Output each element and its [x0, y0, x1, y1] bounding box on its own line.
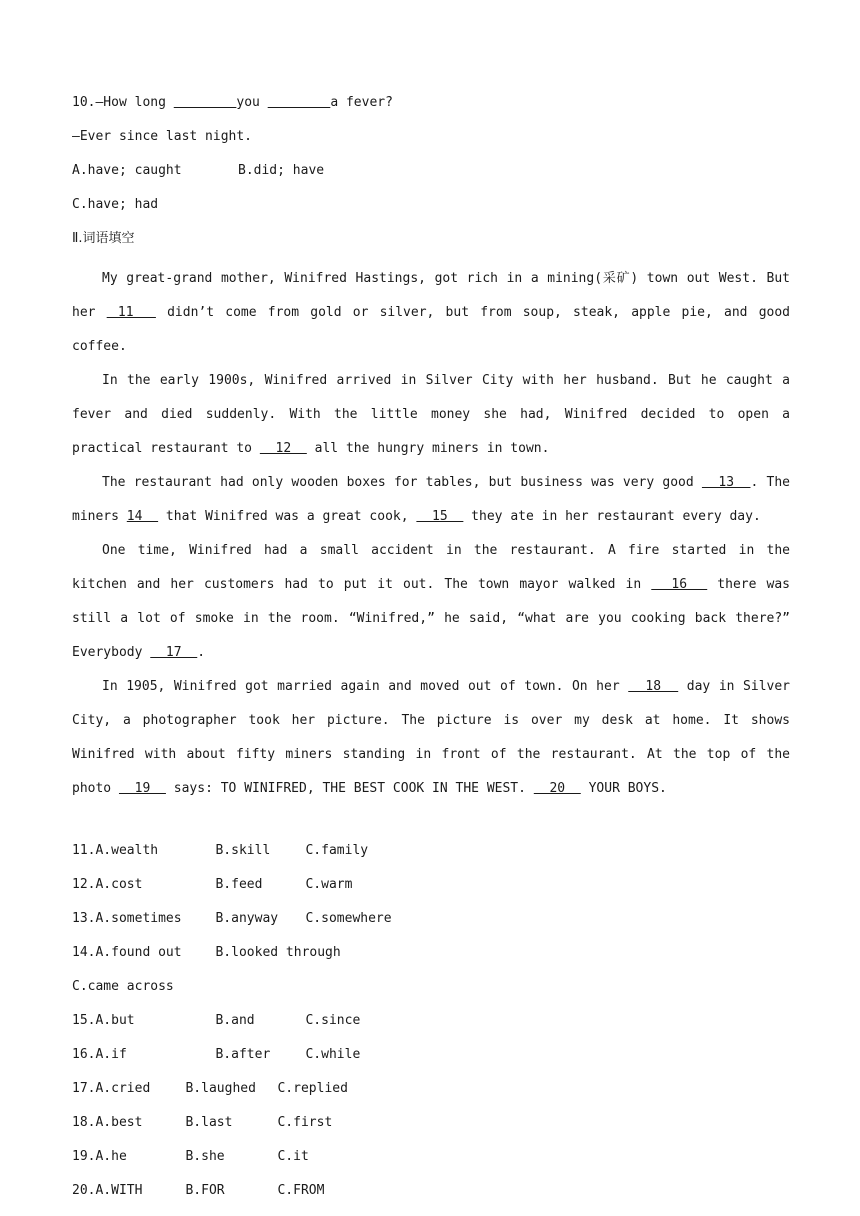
option-number: 12.	[72, 877, 96, 892]
option-row-16	[72, 1044, 790, 1078]
option-b: B.FOR	[185, 1183, 225, 1198]
q10-blank-2	[268, 95, 331, 110]
option-b: B.anyway	[215, 911, 279, 926]
option-b: B.last	[185, 1115, 233, 1130]
q10-question	[72, 92, 790, 126]
passage-text: day in Silver City, a photographer took her picture. The picture is over my desk at home. It shows Winifred with about fifty miners standing in front of the restaurant. At the top of the photo	[72, 679, 791, 796]
passage-text: that Winifred was a great cook,	[158, 509, 417, 524]
option-number: 14.	[72, 945, 96, 960]
q10-text: 10.—How long	[72, 95, 174, 110]
option-b: B.looked through	[215, 945, 341, 960]
option-row-14-c: C.came across	[72, 979, 174, 994]
blank-19: 19	[118, 781, 166, 796]
passage-paragraph-5	[72, 670, 790, 806]
blank-20: 20	[533, 781, 581, 796]
option-c: C.warm	[305, 877, 353, 892]
option-row-20	[72, 1180, 790, 1214]
option-row-14	[72, 942, 790, 976]
option-number: 17.	[72, 1081, 96, 1096]
option-c: C.family	[305, 843, 369, 858]
q10-blank-1	[174, 95, 237, 110]
option-number: 13.	[72, 911, 96, 926]
passage-text: there was still a lot of smoke in the room. “Winifred,” he said, “what are you cooking back there?” Everybody	[72, 577, 790, 660]
passage-text: YOUR BOYS.	[580, 781, 667, 796]
option-number: 19.	[72, 1149, 96, 1164]
option-a: A.cost	[95, 877, 143, 892]
option-b: B.after	[215, 1047, 271, 1062]
option-c: C.it	[277, 1149, 309, 1164]
option-row-17	[72, 1078, 790, 1112]
option-b: B.skill	[215, 843, 271, 858]
blank-16: 16	[651, 577, 708, 592]
document-page	[72, 92, 790, 1214]
blank-12: 12	[259, 441, 307, 456]
option-a: A.best	[95, 1115, 143, 1130]
option-b: B.she	[185, 1149, 225, 1164]
blank-13: 13	[701, 475, 751, 490]
option-a: A.wealth	[95, 843, 159, 858]
option-row-19	[72, 1146, 790, 1180]
spacer	[72, 806, 790, 840]
option-b: B.laughed	[185, 1081, 256, 1096]
option-b: B.feed	[215, 877, 263, 892]
option-row-18	[72, 1112, 790, 1146]
option-a: A.cried	[95, 1081, 151, 1096]
blank-18: 18	[628, 679, 679, 694]
option-c: C.FROM	[277, 1183, 325, 1198]
passage-text: says: TO WINIFRED, THE BEST COOK IN THE WEST.	[165, 781, 534, 796]
option-c: C.while	[305, 1047, 361, 1062]
passage-text: In 1905, Winifred got married again and moved out of town. On her	[102, 679, 629, 694]
passage-paragraph-3	[72, 466, 790, 534]
q10-options-ab	[72, 160, 790, 194]
option-b: B.and	[215, 1013, 255, 1028]
passage-paragraph-2	[72, 364, 790, 466]
option-c: C.replied	[277, 1081, 348, 1096]
blank-17: 17	[150, 645, 198, 660]
passage-paragraph-4	[72, 534, 790, 670]
q10-text: a fever?	[330, 95, 393, 110]
option-a: A.sometimes	[95, 911, 182, 926]
passage-paragraph-1	[72, 262, 790, 364]
passage-text: they ate in her restaurant every day.	[463, 509, 761, 524]
option-number: 20.	[72, 1183, 96, 1198]
option-number: 11.	[72, 843, 96, 858]
blank-11: 11	[106, 305, 156, 320]
option-a: A.if	[95, 1047, 127, 1062]
option-row-12	[72, 874, 790, 908]
option-a: A.found out	[95, 945, 182, 960]
q10-option-a: A.have; caught	[72, 163, 182, 178]
option-row-13	[72, 908, 790, 942]
blank-14: 14	[126, 509, 159, 524]
option-row-11	[72, 840, 790, 874]
section-title: Ⅱ.词语填空	[72, 231, 135, 246]
option-number: 16.	[72, 1047, 96, 1062]
option-a: A.WITH	[95, 1183, 143, 1198]
passage-text: My great-grand mother, Winifred Hastings, got rich in a mining(采矿) town out West. But her	[72, 271, 790, 320]
q10-option-c: C.have; had	[72, 197, 159, 212]
q10-option-b: B.did; have	[238, 163, 325, 178]
passage-text: didn’t come from gold or silver, but from soup, steak, apple pie, and good coffee.	[72, 305, 790, 354]
passage-text: In the early 1900s, Winifred arrived in Silver City with her husband. But he caught a fever and died suddenly. With the little money she had, Winifred decided to open a practical restaurant to	[72, 373, 790, 456]
option-a: A.he	[95, 1149, 127, 1164]
option-a: A.but	[95, 1013, 135, 1028]
passage-text: .	[197, 645, 206, 660]
option-row-15	[72, 1010, 790, 1044]
q10-answer-line: —Ever since last night.	[72, 129, 253, 144]
passage-text: . The miners	[72, 475, 790, 524]
option-c: C.since	[305, 1013, 361, 1028]
option-c: C.first	[277, 1115, 333, 1130]
option-number: 15.	[72, 1013, 96, 1028]
q10-text: you	[236, 95, 268, 110]
passage-text: The restaurant had only wooden boxes for tables, but business was very good	[102, 475, 702, 490]
passage-text: all the hungry miners in town.	[306, 441, 550, 456]
option-c: C.somewhere	[305, 911, 392, 926]
option-number: 18.	[72, 1115, 96, 1130]
blank-15: 15	[416, 509, 464, 524]
passage-text: One time, Winifred had a small accident in the restaurant. A fire started in the kitchen and her customers had to put it out. The town mayor walked in	[72, 543, 790, 592]
